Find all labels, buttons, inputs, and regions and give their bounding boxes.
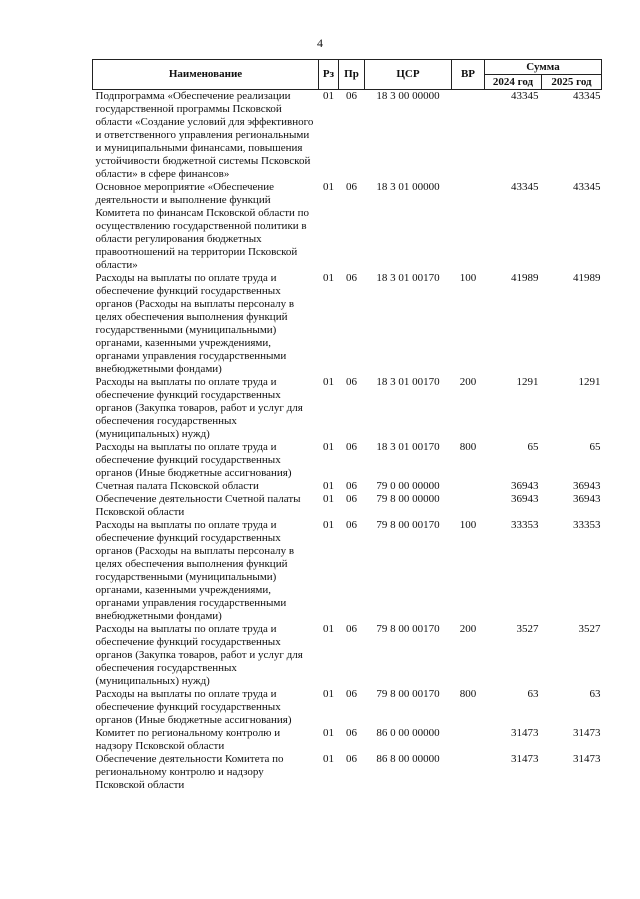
row-csr: 18 3 01 00170 bbox=[376, 272, 440, 284]
budget-table bbox=[92, 59, 602, 792]
table-row bbox=[93, 272, 602, 376]
row-rz: 01 bbox=[323, 90, 334, 102]
row-sum-2024: 31473 bbox=[511, 753, 539, 765]
row-pr: 06 bbox=[346, 519, 357, 531]
row-sum-2025: 31473 bbox=[573, 727, 601, 739]
row-vr bbox=[452, 90, 485, 182]
row-name: Расходы на выплаты по оплате труда и обеспечение функций государственных органов (Расходы на выплаты персоналу в целях обеспечения выполнения функций государственными (муниципальными) органами, казенными учреждениями, органами управления государственными внебюджетными фондами) bbox=[95, 519, 295, 622]
row-vr: 800 bbox=[459, 441, 477, 453]
row-sum-2025: 1291 bbox=[578, 376, 601, 388]
row-sum-2025: 3527 bbox=[578, 623, 601, 635]
row-name: Расходы на выплаты по оплате труда и обеспечение функций государственных органов (Иные бюджетные ассигнования) bbox=[95, 441, 292, 479]
row-rz: 01 bbox=[323, 181, 334, 193]
row-vr: 200 bbox=[459, 376, 477, 388]
row-sum-2024: 33353 bbox=[511, 519, 539, 531]
row-vr bbox=[452, 493, 485, 519]
row-rz: 01 bbox=[323, 688, 334, 700]
row-sum-2024: 36943 bbox=[511, 480, 539, 492]
row-csr: 79 8 00 00170 bbox=[376, 688, 440, 700]
header-vr: ВР bbox=[452, 60, 485, 90]
row-csr: 79 0 00 00000 bbox=[376, 480, 440, 492]
row-name: Расходы на выплаты по оплате труда и обеспечение функций государственных органов (Расходы на выплаты персоналу в целях обеспечения выполнения функций государственными (муниципальными) органами, казенными учреждениями, органами управления государственными внебюджетными фондами) bbox=[95, 272, 295, 375]
table-row bbox=[93, 480, 602, 493]
row-csr: 79 8 00 00000 bbox=[376, 493, 440, 505]
table-row bbox=[93, 519, 602, 623]
row-name: Расходы на выплаты по оплате труда и обеспечение функций государственных органов (Закупка товаров, работ и услуг для обеспечения государственных (муниципальных) нужд) bbox=[95, 376, 303, 440]
row-csr: 18 3 01 00000 bbox=[376, 181, 440, 193]
table-header bbox=[93, 60, 602, 90]
row-vr bbox=[452, 727, 485, 753]
header-rz: Рз bbox=[319, 60, 339, 90]
row-sum-2025: 43345 bbox=[573, 181, 601, 193]
table-row bbox=[93, 753, 602, 792]
row-rz: 01 bbox=[323, 519, 334, 531]
row-sum-2025: 63 bbox=[589, 688, 601, 700]
header-csr: ЦСР bbox=[365, 60, 452, 90]
table-row bbox=[93, 688, 602, 727]
row-pr: 06 bbox=[346, 623, 357, 635]
row-name: Подпрограмма «Обеспечение реализации государственной программы Псковской области «Создание условий для эффективного и ответственного управления региональными и муниципальными финансами, повышения устойчивости бюджетной системы Псковской области» в сфере финансов» bbox=[95, 90, 314, 180]
row-sum-2024: 1291 bbox=[516, 376, 539, 388]
row-pr: 06 bbox=[346, 727, 357, 739]
table-row bbox=[93, 90, 602, 182]
row-sum-2025: 33353 bbox=[573, 519, 601, 531]
row-pr: 06 bbox=[346, 272, 357, 284]
row-name: Комитет по региональному контролю и надзору Псковской области bbox=[95, 727, 281, 752]
row-csr: 79 8 00 00170 bbox=[376, 519, 440, 531]
row-pr: 06 bbox=[346, 181, 357, 193]
row-rz: 01 bbox=[323, 623, 334, 635]
row-vr bbox=[452, 480, 485, 493]
row-vr: 100 bbox=[459, 519, 477, 531]
row-csr: 86 8 00 00000 bbox=[376, 753, 440, 765]
row-pr: 06 bbox=[346, 688, 357, 700]
row-rz: 01 bbox=[323, 753, 334, 765]
table-row bbox=[93, 441, 602, 480]
row-name: Расходы на выплаты по оплате труда и обеспечение функций государственных органов (Закупка товаров, работ и услуг для обеспечения государственных (муниципальных) нужд) bbox=[95, 623, 303, 687]
row-csr: 18 3 01 00170 bbox=[376, 441, 440, 453]
table-row bbox=[93, 493, 602, 519]
table-body bbox=[93, 90, 602, 793]
row-rz: 01 bbox=[323, 727, 334, 739]
row-vr: 800 bbox=[459, 688, 477, 700]
row-vr: 100 bbox=[459, 272, 477, 284]
row-pr: 06 bbox=[346, 376, 357, 388]
row-sum-2024: 36943 bbox=[511, 493, 539, 505]
row-csr: 18 3 01 00170 bbox=[376, 376, 440, 388]
row-vr bbox=[452, 753, 485, 792]
table-row bbox=[93, 376, 602, 441]
row-csr: 86 0 00 00000 bbox=[376, 727, 440, 739]
row-rz: 01 bbox=[323, 441, 334, 453]
row-rz: 01 bbox=[323, 480, 334, 492]
row-name: Основное мероприятие «Обеспечение деятельности и выполнение функций Комитета по финансам Псковской области по осуществлению государственной политики в области регулирования бюджетных правоотношений на территории Псковской области» bbox=[95, 181, 310, 271]
row-csr: 79 8 00 00170 bbox=[376, 623, 440, 635]
header-pr: Пр bbox=[339, 60, 365, 90]
row-pr: 06 bbox=[346, 753, 357, 765]
table-row bbox=[93, 623, 602, 688]
row-pr: 06 bbox=[346, 90, 357, 102]
row-sum-2025: 41989 bbox=[573, 272, 601, 284]
header-name: Наименование bbox=[93, 60, 319, 90]
row-sum-2025: 65 bbox=[589, 441, 601, 453]
row-name: Обеспечение деятельности Счетной палаты Псковской области bbox=[95, 493, 301, 518]
row-vr: 200 bbox=[459, 623, 477, 635]
row-name: Обеспечение деятельности Комитета по региональному контролю и надзору Псковской области bbox=[95, 753, 284, 791]
row-sum-2024: 43345 bbox=[511, 181, 539, 193]
row-rz: 01 bbox=[323, 272, 334, 284]
table-row bbox=[93, 727, 602, 753]
row-sum-2025: 43345 bbox=[573, 90, 601, 102]
table-row bbox=[93, 181, 602, 272]
row-csr: 18 3 00 00000 bbox=[376, 90, 440, 102]
row-sum-2024: 65 bbox=[527, 441, 539, 453]
row-pr: 06 bbox=[346, 493, 357, 505]
row-pr: 06 bbox=[346, 480, 357, 492]
header-sum: Сумма bbox=[485, 60, 602, 75]
row-sum-2025: 36943 bbox=[573, 493, 601, 505]
row-sum-2025: 31473 bbox=[573, 753, 601, 765]
row-sum-2024: 43345 bbox=[511, 90, 539, 102]
row-name: Расходы на выплаты по оплате труда и обеспечение функций государственных органов (Иные бюджетные ассигнования) bbox=[95, 688, 292, 726]
row-sum-2025: 36943 bbox=[573, 480, 601, 492]
row-rz: 01 bbox=[323, 493, 334, 505]
row-sum-2024: 31473 bbox=[511, 727, 539, 739]
row-vr bbox=[452, 181, 485, 272]
header-year-2025: 2025 год bbox=[542, 75, 602, 90]
row-sum-2024: 63 bbox=[527, 688, 539, 700]
page-number: 4 bbox=[317, 36, 323, 50]
header-year-2024: 2024 год bbox=[485, 75, 542, 90]
row-rz: 01 bbox=[323, 376, 334, 388]
row-name: Счетная палата Псковской области bbox=[95, 480, 259, 492]
row-pr: 06 bbox=[346, 441, 357, 453]
row-sum-2024: 41989 bbox=[511, 272, 539, 284]
row-sum-2024: 3527 bbox=[516, 623, 539, 635]
